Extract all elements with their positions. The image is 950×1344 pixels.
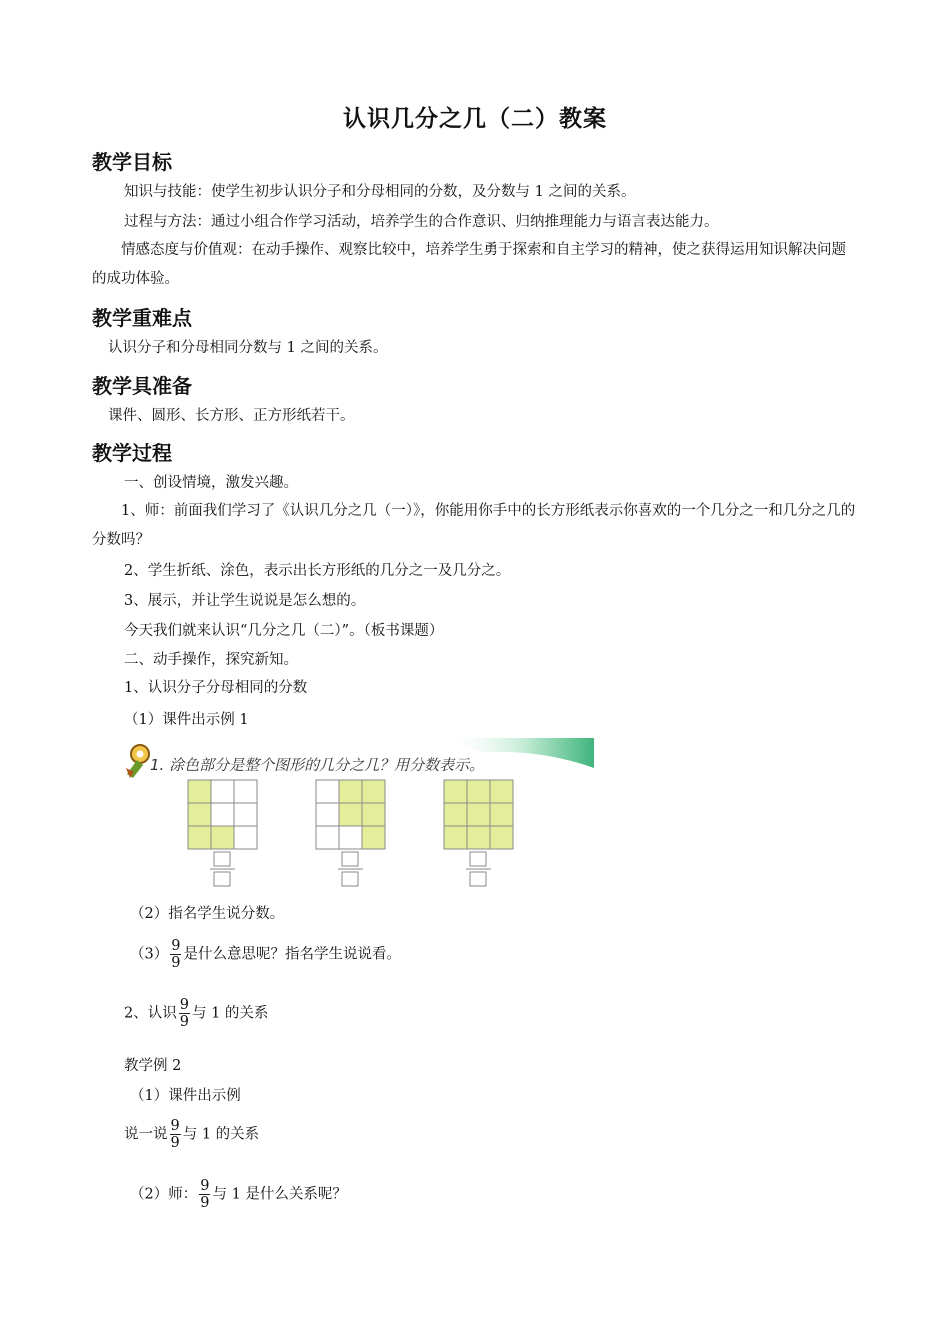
example-1-figure: [124, 738, 594, 890]
goal-attitude: 情感态度与价值观：在动手操作、观察比较中，培养学生勇于探索和自主学习的精神，使之获得运用知识解决问题的成功体验。: [92, 242, 846, 287]
step-2-1a: （1）课件出示例 1: [124, 712, 249, 728]
answer-box-3: [466, 852, 491, 886]
grid-1: [188, 780, 257, 849]
step-1: 一、创设情境，激发兴趣。: [124, 475, 298, 491]
example-2-c-prefix: （2）师：: [130, 1186, 198, 1203]
step-1-2: 2、学生折纸、涂色，表示出长方形纸的几分之一及几分之。: [124, 563, 511, 579]
answer-box-2: [338, 852, 363, 886]
key-points-text: 认识分子和分母相同分数与 1 之间的关系。: [108, 340, 388, 356]
page-title: 认识几分之几（二）教案: [343, 106, 607, 132]
step-2-1b: （2）指名学生说分数。: [130, 906, 285, 922]
fraction-numerator: 9: [200, 1178, 210, 1194]
fraction-9-9: [199, 1178, 210, 1211]
heading-teaching-process: 教学过程: [92, 441, 172, 465]
fraction-denominator: 9: [170, 1135, 180, 1151]
fraction-9-9: [170, 1118, 181, 1151]
goal-process: 过程与方法：通过小组合作学习活动，培养学生的合作意识、归纳推理能力与语言表达能力。: [124, 214, 719, 230]
step-2-1c-suffix: 是什么意思呢？指名学生说说看。: [183, 946, 401, 963]
step-2-2-prefix: 2、认识: [124, 1005, 177, 1022]
example-2-b: [124, 1118, 259, 1151]
example-badge-icon: [126, 745, 149, 778]
example-2-a: （1）课件出示例: [130, 1088, 241, 1104]
step-2-1c: [130, 938, 401, 971]
example-2-b-suffix: 与 1 的关系: [182, 1126, 260, 1143]
fraction-denominator: 9: [200, 1195, 210, 1211]
fraction-numerator: 9: [171, 938, 181, 954]
grid-3: [444, 780, 513, 849]
heading-key-points: 教学重难点: [92, 306, 192, 330]
goal-knowledge: 知识与技能：使学生初步认识分子和分母相同的分数，及分数与 1 之间的关系。: [124, 184, 636, 200]
fraction-9-9: [179, 997, 190, 1030]
heading-teaching-goals: 教学目标: [92, 150, 172, 174]
step-1-1: 1、师：前面我们学习了《认识几分之几（一）》，你能用你手中的长方形纸表示你喜欢的一个几分之一和几分之几的分数吗？: [92, 503, 856, 548]
step-2-1c-prefix: （3）: [130, 946, 169, 963]
example-2-c-suffix: 与 1 是什么关系呢？: [212, 1186, 347, 1203]
example-2-c: [130, 1178, 347, 1211]
materials-text: 课件、圆形、长方形、正方形纸若干。: [108, 408, 355, 424]
fraction-9-9: [170, 938, 181, 971]
fraction-numerator: 9: [179, 997, 189, 1013]
grid-2: [316, 780, 385, 849]
example-2: 教学例 2: [124, 1058, 182, 1074]
step-1-3: 3、展示，并让学生说说是怎么想的。: [124, 593, 366, 609]
fraction-numerator: 9: [170, 1118, 180, 1134]
step-2-2-suffix: 与 1 的关系: [191, 1005, 269, 1022]
fraction-denominator: 9: [179, 1014, 189, 1030]
heading-materials: 教学具准备: [92, 374, 192, 398]
step-2: 二、动手操作，探究新知。: [124, 652, 298, 668]
step-2-2: [124, 997, 268, 1030]
step-1-4: 今天我们就来认识“几分之几（二）”。（板书课题）: [124, 623, 444, 639]
step-2-1: 1、认识分子分母相同的分数: [124, 680, 308, 696]
answer-box-1: [210, 852, 235, 886]
figure-caption: 1. 涂色部分是整个图形的几分之几？用分数表示。: [150, 756, 485, 774]
example-2-b-prefix: 说一说: [124, 1126, 168, 1143]
fraction-denominator: 9: [171, 955, 181, 971]
